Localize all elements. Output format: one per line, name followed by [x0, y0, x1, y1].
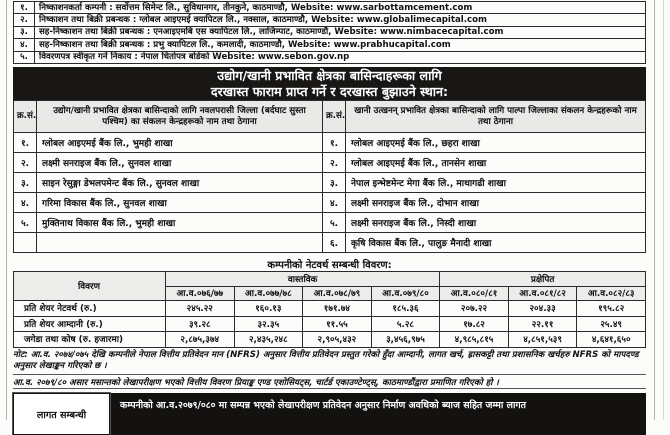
branch-row [14, 133, 646, 153]
row-number: ६. [323, 233, 346, 253]
metric-value: ३,४५६,९७५ [371, 332, 440, 348]
branch-name: साइन रेसुङ्गा डेभलपमेन्ट बैंक लि., सुनवल शाखा [37, 173, 323, 193]
issuer-info-text: सह-निष्काशन तथा बिक्री प्रबन्धक : एनआइएमबि एस क्यापिटल लि., लाजिम्पाट, काठमाण्डौ, Website: www.nimbacecapital.com [35, 26, 646, 38]
branch-row [14, 213, 646, 233]
metric-value: २०४.३३ [508, 301, 577, 317]
issuer-info-text: निष्काशनकर्ता कम्पनी : सर्वोत्तम सिमेन्ट लि., सुविधानगर, तीनकुने, काठमाण्डौ, Website: www.sarbottamcement.com [35, 2, 646, 14]
row-number: ३. [14, 173, 37, 193]
row-number: ३. [323, 173, 346, 193]
networth-data-row [14, 301, 646, 317]
branch-row [14, 233, 646, 253]
group-projected-header: प्रक्षेपित [440, 272, 646, 287]
page-content [13, 0, 646, 420]
left-district-header: उद्योग/खानी प्रभावित क्षेत्रका बासिन्दाको लागि नवलपरासी जिल्ला (बर्दघाट सुस्ता पश्चिम) का संकलन केन्द्रहरूको नाम तथा ठेगाना [37, 101, 323, 133]
metric-value: २,९०५,४३२ [303, 332, 372, 348]
note-audit: आ.व. २०७९/८० असार मसान्तको लेखापरीक्षण भएको वित्तीय विवरण प्रियाङ्क एण्ड एशोसियट्स, चार्टर्ड एकाउण्टेण्ट्स्, काठमाण्डौंद्वारा प्रमाणित गरिएको हो । [13, 378, 499, 388]
metric-value: २५.४९ [577, 316, 646, 332]
section-divider [13, 388, 646, 389]
banner-line-1: उद्योग/खानी प्रभावित क्षेत्रका बासिन्दाहरूका लागि [217, 68, 442, 83]
row-number: ५. [14, 51, 35, 63]
row-number: १. [14, 2, 35, 14]
networth-data-row [14, 316, 646, 332]
row-number: ५. [323, 213, 346, 233]
metric-value: ३९.२८ [166, 316, 235, 332]
issuer-info-text: विवरणपत्र स्वीकृत गर्ने निकाय : नेपाल धितोपत्र बोर्डको Website: www.sebon.gov.np [35, 51, 646, 63]
issuer-info-row [14, 26, 646, 38]
row-number: ४. [14, 193, 37, 213]
year-header: आ.व.०७७/७८ [234, 286, 303, 301]
note-nfrs: नोट: आ.व. २०७४/०७५ देखि कम्पनीले नेपाल वित्तीय प्रतिवेदन मान (NFRS) अनुसार वित्तीय प्रतिवेदन प्रस्तुत गरेको हुँदा आम्दानी, लागत खर्च, ह्रासकट्टी तथा प्रशासनिक खर्चहरु NFRS को मापदण्ड अनुसार लेखाङ्कन गरिएको छ । [13, 350, 639, 371]
metric-value: ३२.३५ [234, 316, 303, 332]
metric-label: प्रति शेयर आम्दानी (रु.) [14, 316, 166, 332]
metric-value: १७१.७४ [303, 301, 372, 317]
detail-header: विवरण [14, 272, 166, 301]
branch-name: लक्ष्मी सनराइज बैंक लि., दोभान शाखा [346, 193, 646, 213]
metric-label: जगेडा तथा कोष (रु. हजारमा) [14, 332, 166, 348]
metric-value: ११.५५ [303, 316, 372, 332]
collection-centers-table [13, 100, 646, 253]
branch-name: ग्लोबल आइएमई बैंक लि., तानसेन शाखा [346, 153, 646, 173]
sn-header-right: क्र.सं. [323, 101, 346, 133]
branch-name: मुक्तिनाथ विकास बैंक लि., भुमही शाखा [37, 213, 323, 233]
branch-name: लक्ष्मी सनराइज बैंक लि., निस्दी शाखा [346, 213, 646, 233]
sn-header-left: क्र.सं. [14, 101, 37, 133]
issuer-info-text: निष्काशन तथा बिक्री प्रबन्धक : ग्लोबल आइएमई क्यापिटल लि., नक्साल, काठमाण्डौ, Website: www.globalimecapital.com [35, 14, 646, 26]
issuer-info-row [14, 51, 646, 63]
issuer-info-table [13, 1, 646, 64]
cost-section-strip [13, 393, 646, 435]
metric-value: २,८७५,३७४ [166, 332, 235, 348]
cost-section-label: लागत सम्बन्धी [13, 393, 110, 435]
page-border-left [6, 0, 7, 420]
metric-value: २०७.२२ [440, 301, 509, 317]
year-header: आ.व.०८१/८२ [508, 286, 577, 301]
metric-value: ४,९८५,८१५ [440, 332, 509, 348]
metric-value: ४,६४१,६५० [577, 332, 646, 348]
issuer-info-row [14, 2, 646, 14]
branch-name: ग्लोबल आइएमई बैंक लि., भुमही शाखा [37, 133, 323, 153]
branch-name: कृषि विकास बैंक लि., पालुङ मैनादी शाखा [346, 233, 646, 253]
cost-section-text: कम्पनीको आ.व.२०७९/०८० मा सम्पन्न भएको लेखापरीक्षण प्रतिवेदन अनुसार निर्माण अवधिको ब्याज सहित जम्मा लागत [120, 400, 527, 411]
networth-table [13, 271, 646, 348]
metric-value: २४५.२२ [166, 301, 235, 317]
collection-centers-header-row [14, 101, 646, 133]
metric-value: १७.८२ [440, 316, 509, 332]
branch-name [37, 233, 323, 253]
row-number: २. [323, 153, 346, 173]
note-divider [13, 374, 646, 375]
branch-name: नेपाल इन्भेष्टमेन्ट मेगा बैंक लि., माथागढी शाखा [346, 173, 646, 193]
year-header: आ.व.०७८/७९ [303, 286, 372, 301]
page-border-right-outer [663, 0, 664, 420]
networth-data-row [14, 332, 646, 348]
metric-value: २२.११ [508, 316, 577, 332]
application-place-banner [13, 67, 646, 100]
row-number: १. [14, 133, 37, 153]
branch-name: लक्ष्मी सनराइज बैंक लि., सुनवल शाखा [37, 153, 323, 173]
row-number: ४. [323, 193, 346, 213]
metric-label: प्रति शेयर नेटवर्थ (रु.) [14, 301, 166, 317]
metric-value: ५.२८ [371, 316, 440, 332]
issuer-info-row [14, 14, 646, 26]
metric-value: १८५.३६ [371, 301, 440, 317]
year-header: आ.व.०८०/८१ [440, 286, 509, 301]
metric-value: १९५.८२ [577, 301, 646, 317]
notes-section [13, 350, 646, 389]
metric-value: २,४३५,२४८ [234, 332, 303, 348]
right-district-header: खानी उत्खनन् प्रभावित क्षेत्रका बासिन्दाको लागि पाल्पा जिल्लाका संकलन केन्द्रहरूको नाम तथा ठेगाना [346, 101, 646, 133]
branch-row [14, 153, 646, 173]
row-number: १. [323, 133, 346, 153]
branch-row [14, 193, 646, 213]
row-number: २. [14, 153, 37, 173]
issuer-info-text: सह-निष्काशन तथा बिक्री प्रबन्धक : प्रभु क्यापिटल लि., कमलादी, काठमाण्डौ, Website: www.prabhucapital.com [35, 39, 646, 51]
year-header: आ.व.०८२/८३ [577, 286, 646, 301]
networth-group-header-row [14, 272, 646, 287]
issuer-info-row [14, 39, 646, 51]
page-border-right [654, 0, 655, 420]
row-number: ३. [14, 26, 35, 38]
row-number: ४. [14, 39, 35, 51]
year-header: आ.व.०७९/८० [371, 286, 440, 301]
banner-line-2: दरखास्त फाराम प्राप्त गर्ने र दरखास्त बुझाउने स्थान: [210, 83, 449, 99]
year-header: आ.व.०७६/७७ [166, 286, 235, 301]
branch-name: गरिमा विकास बैंक लि., सुनवल शाखा [37, 193, 323, 213]
row-number: ५. [14, 213, 37, 233]
group-actual-header: वास्तविक [166, 272, 440, 287]
networth-section-title: कम्पनीको नेटवर्थ सम्बन्धी विवरण: [267, 260, 392, 271]
metric-value: ४,८५१,५३९ [508, 332, 577, 348]
row-number: २. [14, 14, 35, 26]
branch-name: ग्लोबल आइएमई बैंक लि., छहरा शाखा [346, 133, 646, 153]
metric-value: १६०.१३ [234, 301, 303, 317]
row-number [14, 233, 37, 253]
branch-row [14, 173, 646, 193]
